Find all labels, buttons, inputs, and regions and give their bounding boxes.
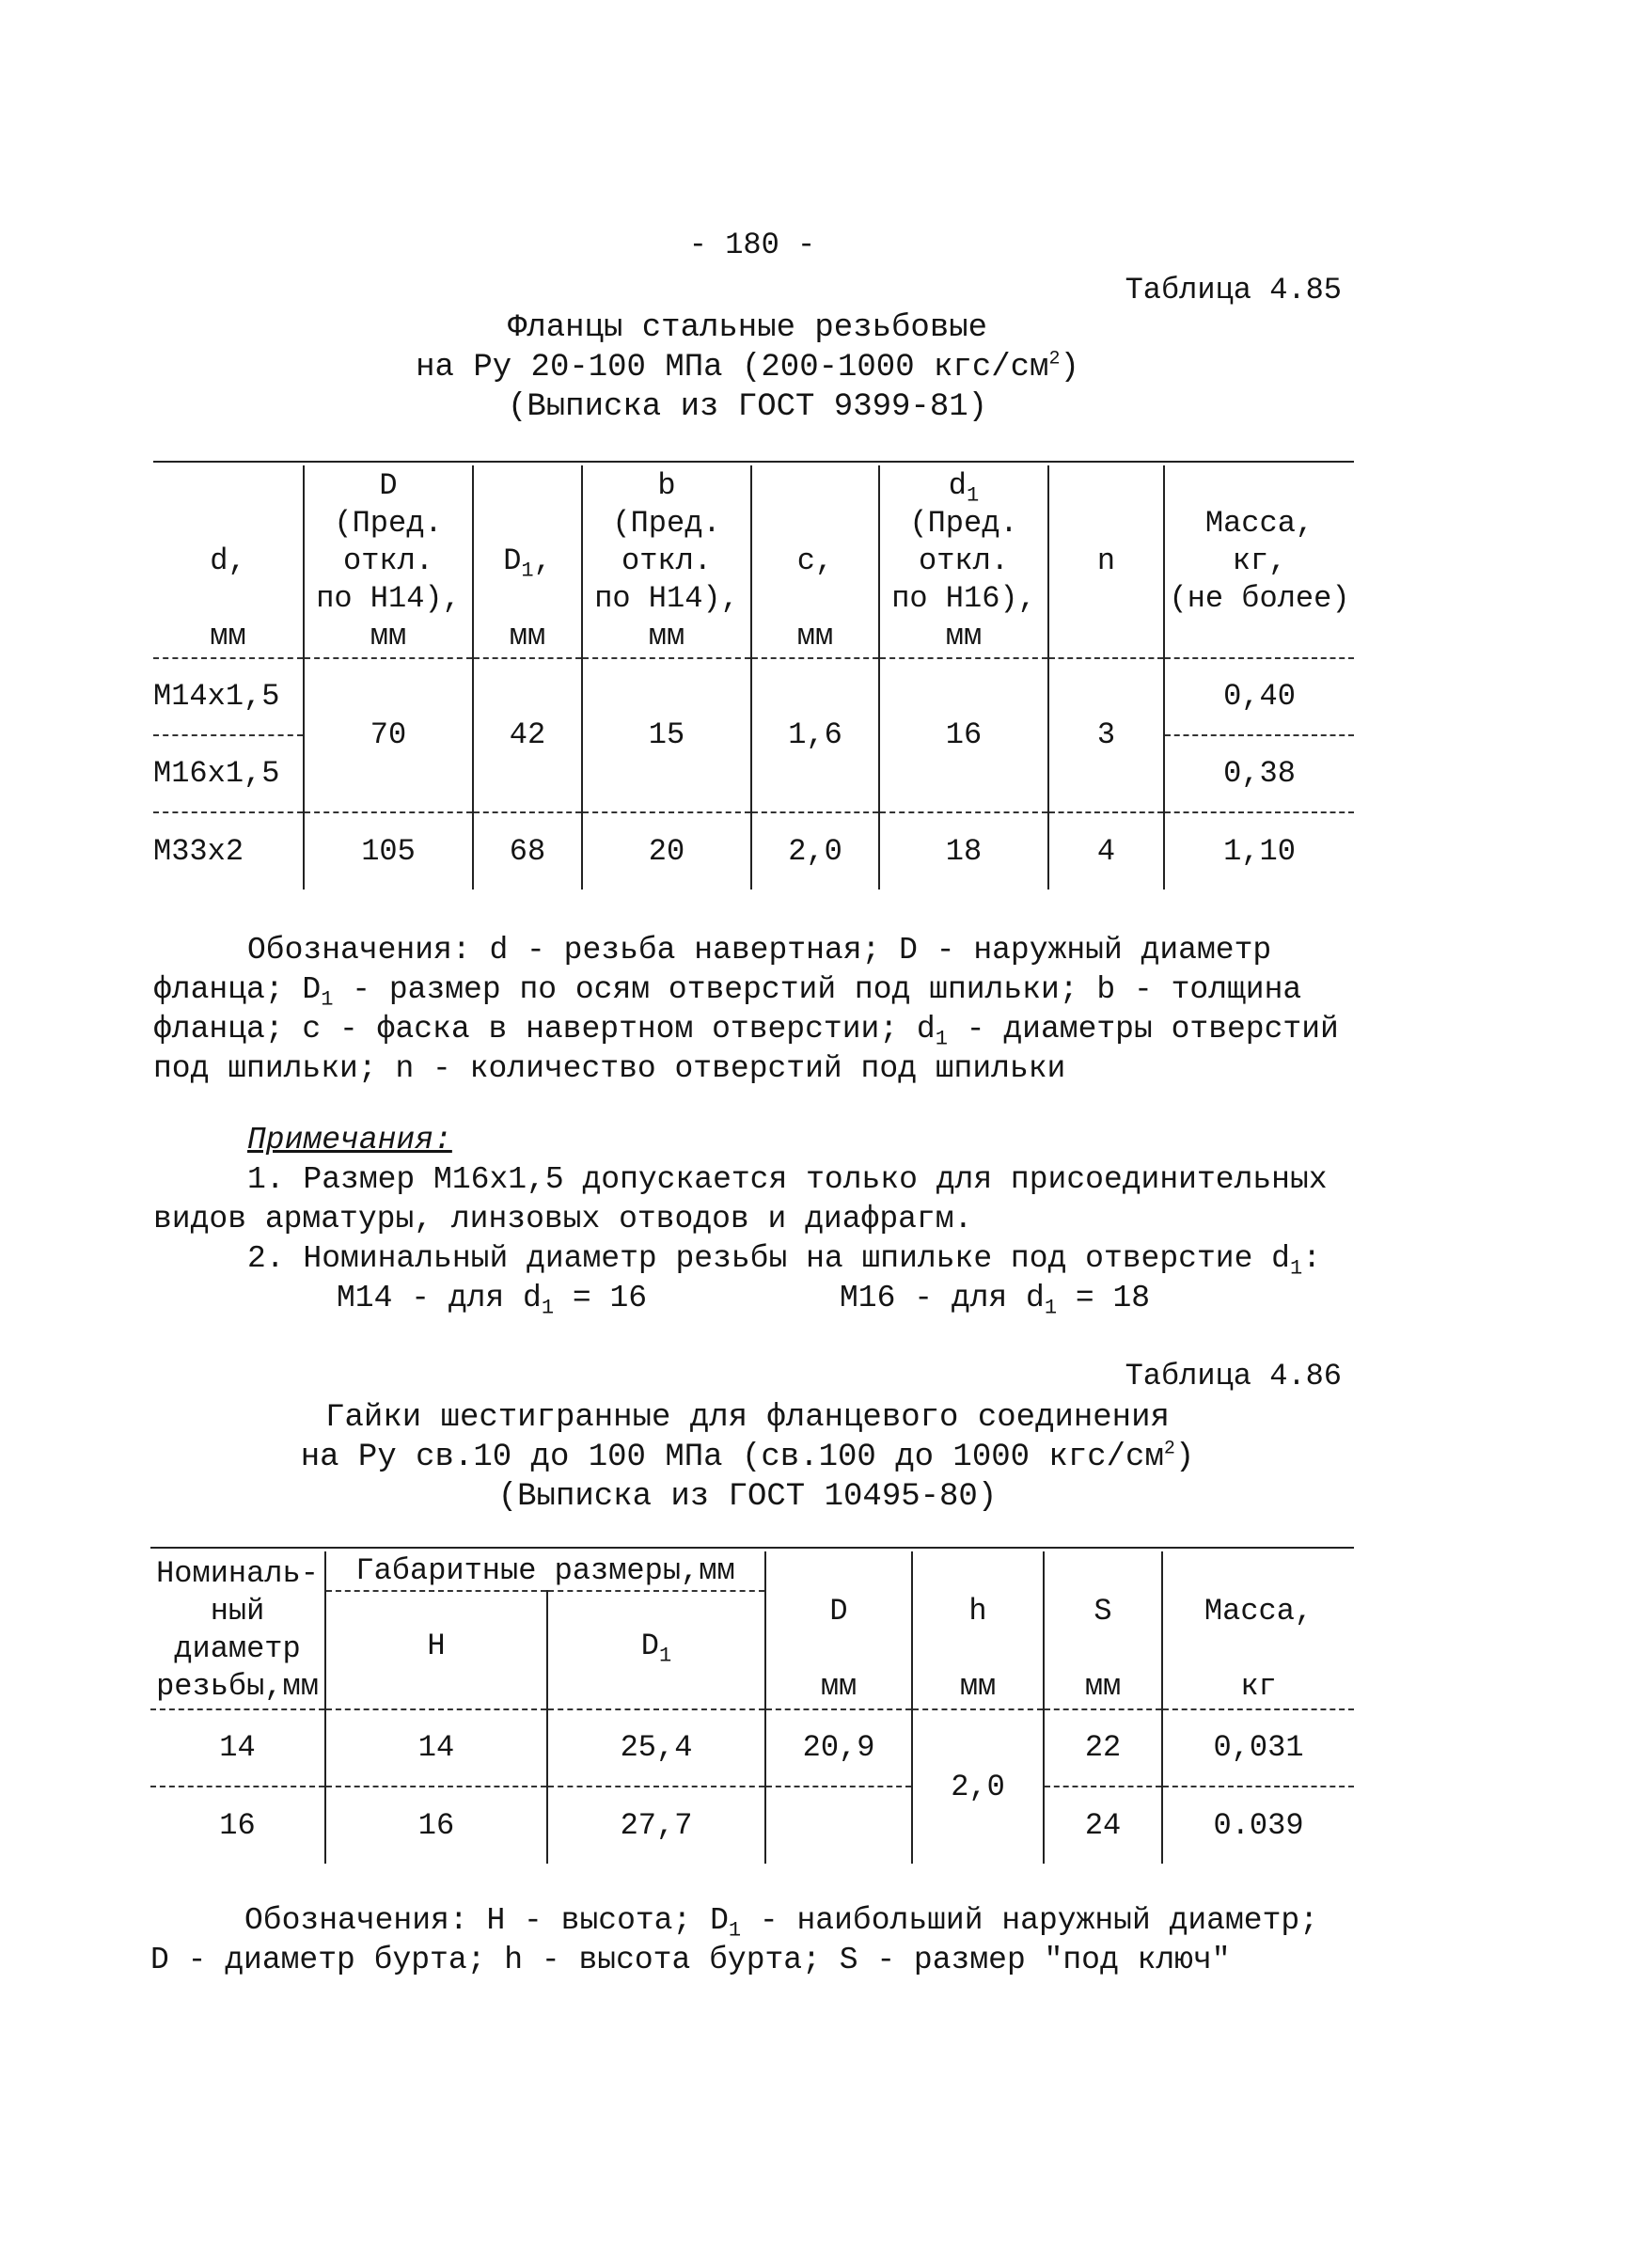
cell-H: 14: [325, 1709, 547, 1787]
table-row: [150, 1787, 1354, 1864]
cell-h: 2,0: [912, 1709, 1044, 1864]
table-4-86-title-line-1: Гайки шестигранные для фланцевого соединения: [325, 1400, 1170, 1436]
notes-title: Примечания:: [247, 1123, 452, 1157]
cell-d: M16x1,5: [153, 735, 304, 812]
header-c: c, мм: [751, 465, 879, 658]
cell-D: 105: [304, 812, 473, 889]
note-1-line-2: видов арматуры, линзовых отводов и диафрагм.: [153, 1202, 973, 1236]
cell-D: 70: [304, 658, 473, 812]
cell-n: 3: [1048, 658, 1164, 812]
table-4-85-title-line-3: (Выписка из ГОСТ 9399-81): [507, 389, 988, 425]
table-4-86-top-rule: [150, 1547, 1354, 1549]
note-1-line-1: 1. Размер M16x1,5 допускается только для присоединительных: [247, 1162, 1328, 1197]
cell-D: [765, 1787, 912, 1864]
table-row: [153, 812, 1354, 889]
cell-b: 20: [582, 812, 751, 889]
header-H: H: [325, 1591, 547, 1709]
table-4-86: [150, 1551, 1354, 1864]
header-h: h мм: [912, 1551, 1044, 1709]
cell-d1: 16: [879, 658, 1048, 812]
table-4-86-title-line-2: на Ру св.10 до 100 МПа (св.100 до 1000 кгс/$см^2$): [300, 1438, 1195, 1475]
header-D: D (Пред. откл. по H14), мм: [304, 465, 473, 658]
table-4-85: [153, 465, 1354, 889]
cell-d1: 18: [879, 812, 1048, 889]
header-mass: Масса, кг: [1162, 1551, 1354, 1709]
cell-H: 16: [325, 1787, 547, 1864]
cell-D1: 25,4: [547, 1709, 765, 1787]
cell-nominal-diameter: 16: [219, 1807, 256, 1843]
header-D1: $D_1$, мм: [473, 465, 582, 658]
cell-D1: 27,7: [547, 1787, 765, 1864]
cell-mass: 0,38: [1164, 735, 1354, 812]
table-4-86-title-line-3: (Выписка из ГОСТ 10495-80): [497, 1479, 998, 1515]
page-number: - 180 -: [688, 228, 816, 262]
header-D1: $D_1$: [547, 1591, 765, 1709]
table-row: [153, 658, 1354, 735]
cell-D: 20,9: [765, 1709, 912, 1787]
cell-S: 24: [1044, 1787, 1162, 1864]
cell-b: 15: [582, 658, 751, 812]
cell-n: 4: [1048, 812, 1164, 889]
table-row: [150, 1709, 1354, 1787]
header-overall-dimensions: Габаритные размеры,мм: [325, 1551, 765, 1591]
table-4-85-legend: Обозначения: d - резьба навертная; D - наружный диаметр фланца; $D_1$ - размер по осям отверстий под шпильки; b - толщина фланца; c - фаска в навертном отверстии; $d_1$ - диаметры отверстий под шпильки; n - количество отверстий под шпильки: [153, 933, 1339, 1086]
cell-mass: 0,40: [1164, 658, 1354, 735]
cell-D1: 42: [473, 658, 582, 812]
table-4-85-title-line-1: Фланцы стальные резьбовые: [507, 310, 988, 346]
cell-mass: 0,031: [1162, 1709, 1354, 1787]
cell-c: 1,6: [751, 658, 879, 812]
cell-nominal-diameter: 14: [150, 1709, 325, 1787]
header-mass: Масса, кг, (не более): [1164, 465, 1354, 658]
table-4-85-header-row: [153, 465, 1354, 658]
cell-D1: 68: [473, 812, 582, 889]
note-2-line-2: M14 - для $d_1 = 16$ M16 - для $d_1 = 18$: [337, 1281, 1151, 1320]
cell-d: M33x2: [153, 812, 304, 889]
cell-c: 2,0: [751, 812, 879, 889]
cell-d: M14x1,5: [153, 658, 304, 735]
header-d: d, мм: [153, 465, 304, 658]
table-4-86-label: Таблица 4.86: [1125, 1359, 1342, 1393]
table-4-85-title-line-2: на Ру 20-100 МПа (200-1000 кгс/$см^2$): [416, 348, 1079, 386]
table-4-85-label: Таблица 4.85: [1125, 273, 1342, 307]
table-4-85-notes: [153, 1121, 1354, 1318]
header-D: D мм: [765, 1551, 912, 1709]
header-b: b (Пред. откл. по H14), мм: [582, 465, 751, 658]
cell-mass: 1,10: [1164, 812, 1354, 889]
table-4-85-top-rule: [153, 461, 1354, 463]
cell-mass: 0.039: [1162, 1787, 1354, 1864]
table-4-86-header-row-1: [150, 1551, 1354, 1591]
header-nominal-diameter: Номиналь- ный диаметр резьбы,мм: [150, 1551, 325, 1709]
header-d1: $d_1$ (Пред. откл. по H16), мм: [879, 465, 1048, 658]
header-S: S мм: [1044, 1551, 1162, 1709]
note-2-line-1: 2. Номинальный диаметр резьбы на шпильке под отверстие $d_1$:: [247, 1241, 1321, 1281]
header-n: n: [1048, 465, 1164, 658]
table-4-86-legend: Обозначения: H - высота; $D_1$ - наибольший наружный диаметр; D - диаметр бурта; h - высота бурта; S - размер "под ключ": [150, 1903, 1318, 1977]
cell-S: 22: [1044, 1709, 1162, 1787]
